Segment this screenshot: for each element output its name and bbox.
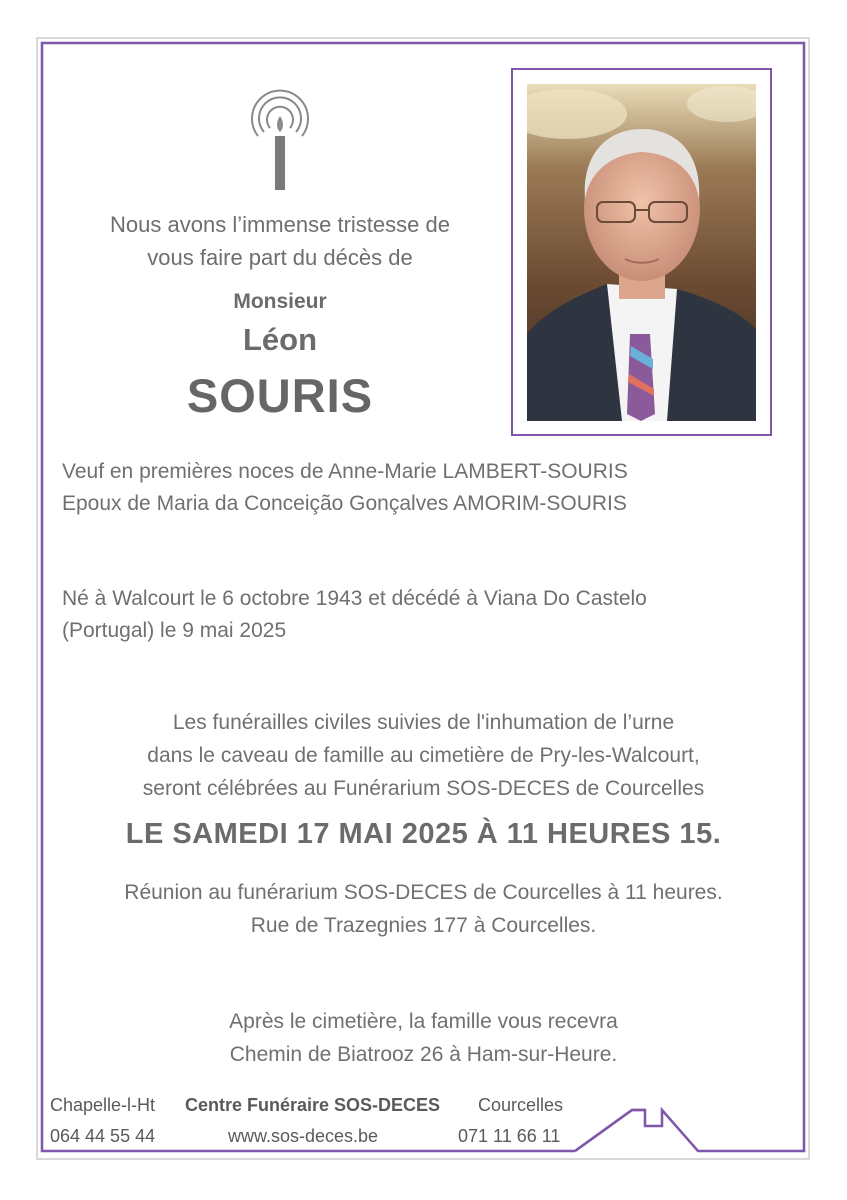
funeral-line-3: seront célébrées au Funérarium SOS-DECES de Courcelles	[142, 777, 705, 800]
footer-center-name: Centre Funéraire SOS-DECES	[185, 1095, 441, 1115]
footer-right-city: Courcelles	[478, 1095, 564, 1115]
family-info	[62, 456, 782, 520]
family-line-2: Epoux de Maria da Conceição Gonçalves AMORIM-SOURIS	[62, 492, 627, 515]
birth-death-line-1: Né à Walcourt le 6 octobre 1943 et décédé à Viana Do Castelo	[62, 587, 647, 610]
footer-website-link[interactable]: www.sos-deces.be	[228, 1126, 379, 1146]
portrait-frame	[511, 68, 772, 436]
funeral-date: LE SAMEDI 17 MAI 2025 À 11 HEURES 15.	[125, 818, 722, 850]
family-line-1: Veuf en premières noces de Anne-Marie LAMBERT-SOURIS	[62, 460, 628, 483]
first-name: Léon	[242, 322, 318, 357]
meeting-line-2: Rue de Trazegnies 177 à Courcelles.	[250, 914, 597, 937]
intro-line-1: Nous avons l’immense tristesse de	[110, 212, 450, 237]
meeting-info	[60, 876, 787, 942]
reception-line-2: Chemin de Biatrooz 26 à Ham-sur-Heure.	[229, 1043, 618, 1066]
funeral-info	[60, 706, 787, 805]
last-name: SOURIS	[186, 369, 374, 422]
reception-info	[60, 1005, 787, 1071]
funeral-line-1: Les funérailles civiles suivies de l'inhumation de l’urne	[172, 711, 675, 734]
portrait-photo	[527, 84, 756, 421]
footer-left-city: Chapelle-l-Ht	[50, 1095, 156, 1115]
footer-right-phone: 071 11 66 11	[458, 1126, 561, 1146]
birth-death-info	[62, 583, 802, 647]
funeral-line-2: dans le caveau de famille au cimetière de Pry-les-Walcourt,	[147, 744, 700, 767]
intro-line-2: vous faire part du décès de	[147, 245, 413, 270]
birth-death-line-2: (Portugal) le 9 mai 2025	[62, 619, 287, 642]
intro-text	[60, 208, 500, 274]
footer-left-phone: 064 44 55 44	[50, 1126, 156, 1146]
reception-line-1: Après le cimetière, la famille vous recevra	[229, 1010, 618, 1033]
candle-icon	[246, 86, 314, 192]
meeting-line-1: Réunion au funérarium SOS-DECES de Courcelles à 11 heures.	[124, 881, 723, 904]
civility: Monsieur	[233, 290, 327, 313]
